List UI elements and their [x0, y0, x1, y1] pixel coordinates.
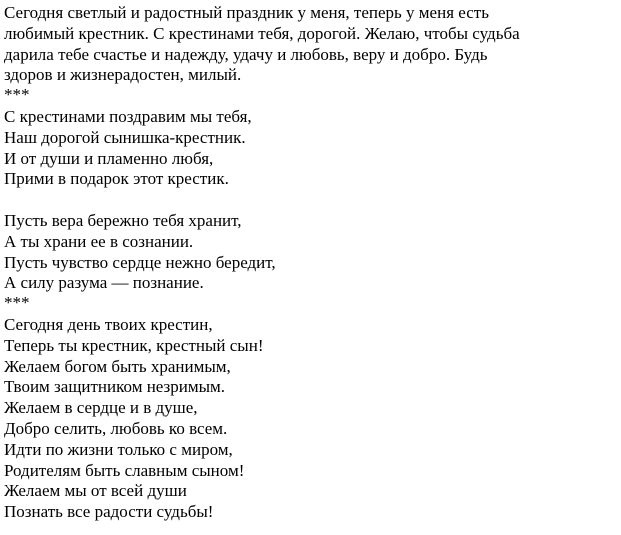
poem-line: И от души и пламенно любя, — [4, 148, 214, 168]
greeting-paragraph — [4, 3, 618, 86]
poem-line: Познать все радости судьбы! — [4, 502, 214, 522]
text-line: здоров и жизнерадостен, милый. — [4, 65, 242, 85]
poem-1 — [4, 107, 618, 294]
poem-line: Родителям быть славным сыном! — [4, 460, 245, 480]
poem-line: Твоим защитником незримым. — [4, 377, 226, 397]
poem-1-stanza-1 — [4, 107, 618, 190]
poem-line: Желаем богом быть хранимым, — [4, 356, 231, 376]
poem-line: Наш дорогой сынишка-крестник. — [4, 127, 246, 147]
poem-line: Добро селить, любовь ко всем. — [4, 418, 228, 438]
separator: *** — [4, 85, 30, 105]
text-line: Сегодня светлый и радостный праздник у меня, теперь у меня есть — [4, 3, 489, 22]
stanza-gap — [4, 190, 618, 211]
poem-line: Теперь ты крестник, крестный сын! — [4, 335, 264, 355]
poem-line: А силу разума — познание. — [4, 273, 204, 293]
poem-1-stanza-2 — [4, 211, 618, 294]
poem-line: С крестинами поздравим мы тебя, — [4, 106, 252, 126]
poem-line: Сегодня день твоих крестин, — [4, 314, 213, 334]
document-text — [4, 3, 618, 523]
poem-line: Идти по жизни только с миром, — [4, 439, 233, 459]
text-line: любимый крестник. С крестинами тебя, дорогой. Желаю, чтобы судьба — [4, 23, 520, 43]
poem-2 — [4, 315, 618, 523]
poem-line: Пусть чувство сердце нежно бередит, — [4, 252, 276, 272]
poem-line: А ты храни ее в сознании. — [4, 231, 194, 251]
poem-line: Прими в подарок этот крестик. — [4, 169, 229, 189]
poem-line: Желаем мы от всей души — [4, 481, 187, 501]
separator: *** — [4, 293, 30, 313]
poem-line: Желаем в сердце и в душе, — [4, 398, 198, 418]
poem-line: Пусть вера бережно тебя хранит, — [4, 210, 242, 230]
text-line: дарила тебе счастье и надежду, удачу и любовь, веру и добро. Будь — [4, 44, 488, 64]
